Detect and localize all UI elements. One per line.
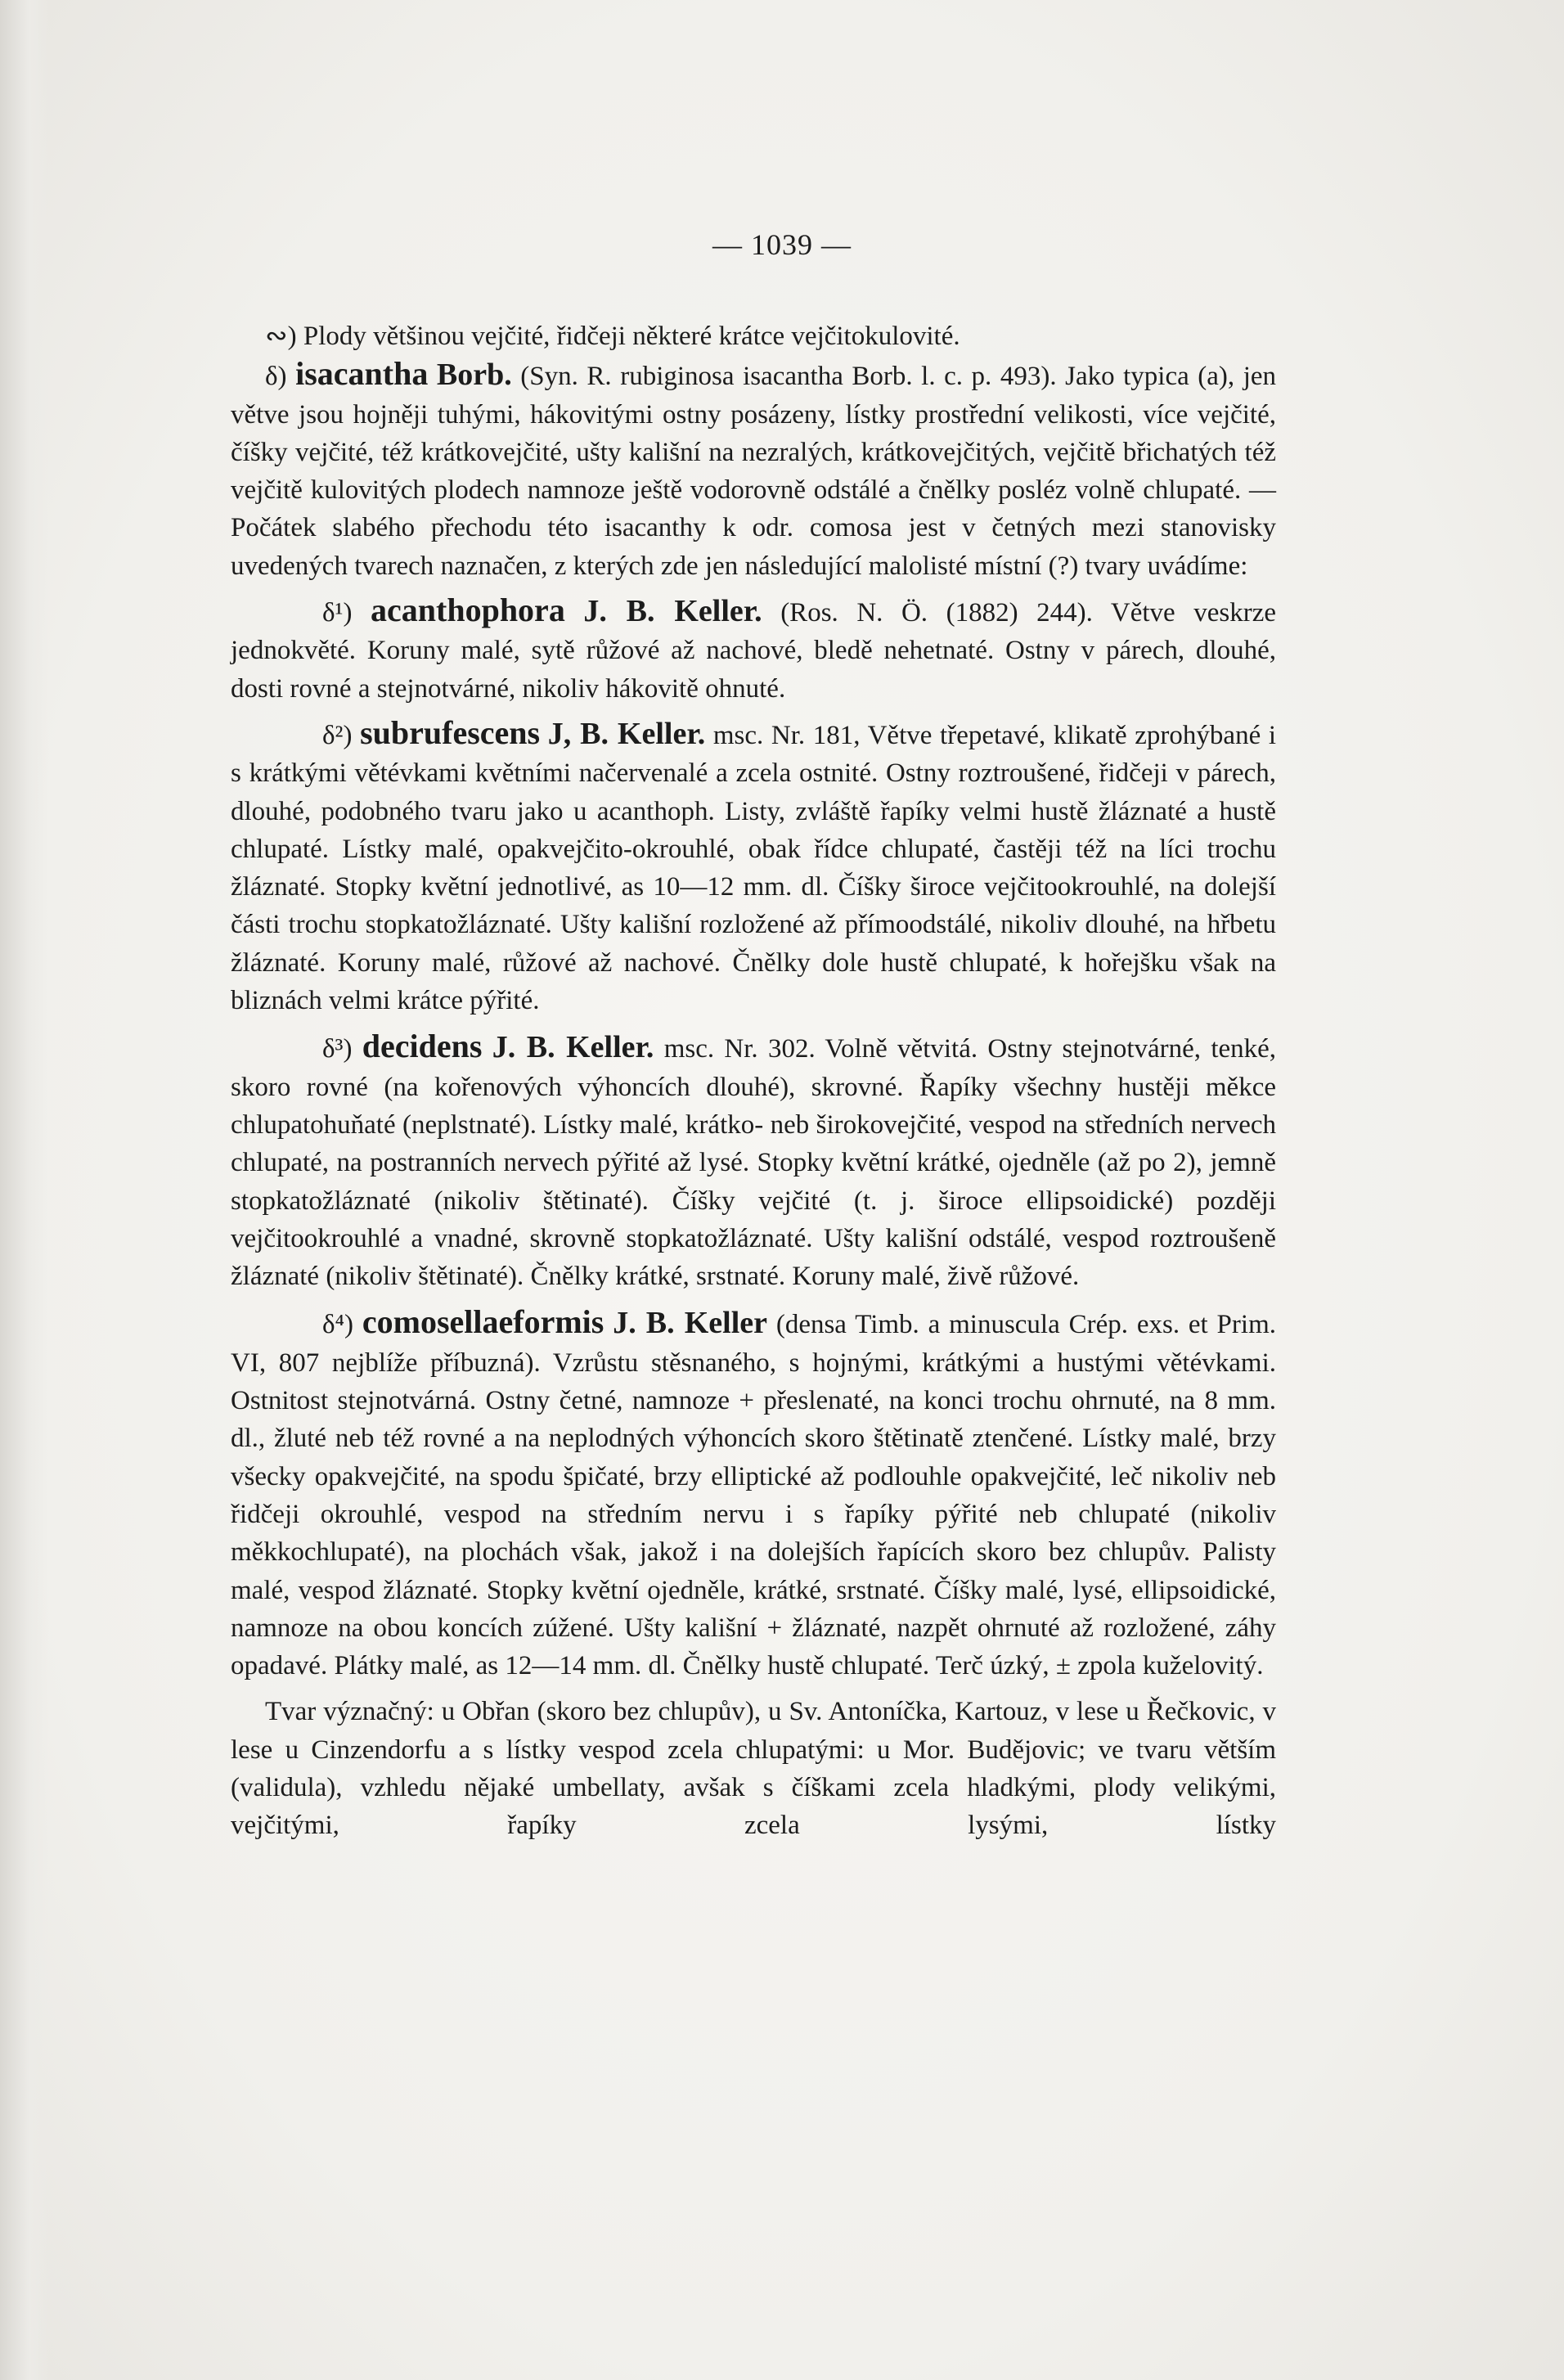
taxon-name: acanthophora bbox=[371, 592, 565, 629]
paragraph-fruits: ∾) Plody většinou vejčité, řidčeji některé krátce vejčitokulovité. bbox=[265, 322, 960, 351]
taxon-author: Borb. bbox=[436, 358, 512, 393]
taxon-author: J, B. Keller. bbox=[547, 716, 706, 751]
variety-symbol: δ³) bbox=[322, 1034, 353, 1064]
page-number: — 1039 — bbox=[712, 228, 852, 261]
paragraph-significant-form: Tvar význačný: u Obřan (skoro bez chlupův), u Sv. Antoníčka, Kartouz, v lese u Řečkovic, v lese u Cinzendorfu a s lístky vespod zcela chlupatými: u Mor. Budějovic; ve tvaru větším (validula), vzhledu nějaké umbellaty, avšak s číškami zcela hladkými, plody velikými, vejčitými, řapíky zcela lysými, lístky bbox=[231, 1697, 1276, 1841]
taxon-name: decidens bbox=[362, 1028, 483, 1065]
scan-edge-shadow bbox=[0, 0, 49, 2380]
paragraph-text: msc. Nr. 302. Volně větvitá. Ostny stejnotvárné, tenké, skoro rovné (na kořenových výhoncích dlouhé), skrovné. Řapíky všechny hustěji měkce chlupatohuňaté (neplstnaté). Lístky malé, krátko- neb širokovejčité, vespod na středních nervech chlupaté, na postranních nervech pýřité až lysé. Stopky květní krátké, ojedněle (až po 2), jemně stopkatožláznaté (nikoliv štětinaté). Číšky vejčité (t. j. široce ellipsoidické) později vejčitookrouhlé a vnadné, skrovně stopkatožláznaté. Ušty kališní odstálé, vespod roztroušeně žláznaté (nikoliv štětinaté). Čnělky krátké, srstnaté. Koruny malé, živě růžové. bbox=[231, 1034, 1277, 1292]
taxon-name: isacantha bbox=[295, 355, 429, 393]
variety-symbol: δ¹) bbox=[322, 598, 353, 628]
paragraph-decidens bbox=[231, 1028, 1276, 1295]
paragraph-text: (Syn. R. rubiginosa isacantha Borb. l. c. p. 493). Jako typica (a), jen větve jsou hojněji tuhými, hákovitými ostny posázeny, lístky prostřední velikosti, více vejčité, číšky vejčité, též krátkovejčité, ušty kališní na nezralých, krátkovejčitých, vejčitě břichatých též vejčitě kulovitých plodech namnoze ještě vodorovně odstálé a čnělky posléz volně chlupaté. — Počátek slabého přechodu této isacanthy k odr. comosa jest v četných mezi stanovisky uvedených tvarech naznačen, z kterých zde jen následující malolisté místní (?) tvary uvádíme: bbox=[231, 362, 1277, 581]
taxon-author: J. B. Keller. bbox=[583, 594, 762, 629]
variety-symbol: δ) bbox=[265, 362, 287, 392]
paragraph-comosellaeformis bbox=[231, 1303, 1276, 1685]
paragraph-text: (Ros. N. Ö. (1882) 244). Větve veskrze jednokvěté. Koruny malé, sytě růžové až nachové, bledě nehetnaté. Ostny v párech, dlouhé, dosti rovné a stejnotvárné, nikoliv hákovitě ohnuté. bbox=[231, 598, 1276, 704]
taxon-author: J. B. Keller bbox=[613, 1306, 767, 1341]
paragraph-acanthophora bbox=[231, 592, 1276, 708]
paragraph-isacantha bbox=[231, 355, 1276, 585]
text-body bbox=[231, 317, 1276, 1845]
taxon-name: subrufescens bbox=[360, 713, 541, 751]
paragraph-text: (densa Timb. a minuscula Crép. exs. et Prim. VI, 807 nejblíže příbuzná). Vzrůstu stěsnaného, s hojnými, krátkými a hustými větévkami. Ostnitost stejnotvárná. Ostny četné, namnoze + přeslenaté, na konci trochu ohrnuté, na 8 mm. dl., žluté neb též rovné a na neplodných výhoncích skoro štětinatě ztenčené. Lístky malé, brzy všecky opakvejčité, na spodu špičaté, brzy elliptické až podlouhle opakvejčité, leč nikoliv neb řidčeji okrouhlé, vespod na středním nervu i s řapíky pýřité neb chlupaté (nikoliv měkkochlupaté), na plochách však, jakož i na dolejších řapících skoro bez chlupův. Palisty malé, vespod žláznaté. Stopky květní ojedněle, krátké, srstnaté. Číšky malé, lysé, ellipsoidické, namnoze na obou koncích zúžené. Ušty kališní + žláznaté, nazpět ohrnuté až rozložené, záhy opadavé. Plátky malé, as 12—14 mm. dl. Čnělky hustě chlupaté. Terč úzký, ± zpola kuželovitý. bbox=[231, 1310, 1276, 1681]
paragraph-text: msc. Nr. 181, Větve třepetavé, klikatě zprohýbané i s krátkými větévkami květními načervenalé a zcela ostnité. Ostny roztroušené, řidčeji v párech, dlouhé, podobného tvaru jako u acanthoph. Listy, zvláště řapíky velmi hustě žláznaté a hustě chlupaté. Lístky malé, opakvejčito-okrouhlé, obak řídce chlupaté, častěji též na líci trochu žláznaté. Stopky květní jednotlivé, as 10—12 mm. dl. Číšky široce vejčitookrouhlé, na dolejší části trochu stopkatožláznaté. Ušty kališní rozložené až přímoodstálé, nikoliv dlouhé, na hřbetu žláznaté. Koruny malé, růžové až nachové. Čnělky dole hustě chlupaté, k hořejšku však na bliznách velmi krátce pýřité. bbox=[231, 720, 1277, 1016]
paragraph-subrufescens bbox=[231, 714, 1276, 1019]
taxon-name: comosellaeformis bbox=[362, 1303, 604, 1341]
variety-symbol: δ⁴) bbox=[322, 1310, 354, 1340]
taxon-author: J. B. Keller. bbox=[492, 1030, 654, 1065]
variety-symbol: δ²) bbox=[322, 720, 353, 750]
